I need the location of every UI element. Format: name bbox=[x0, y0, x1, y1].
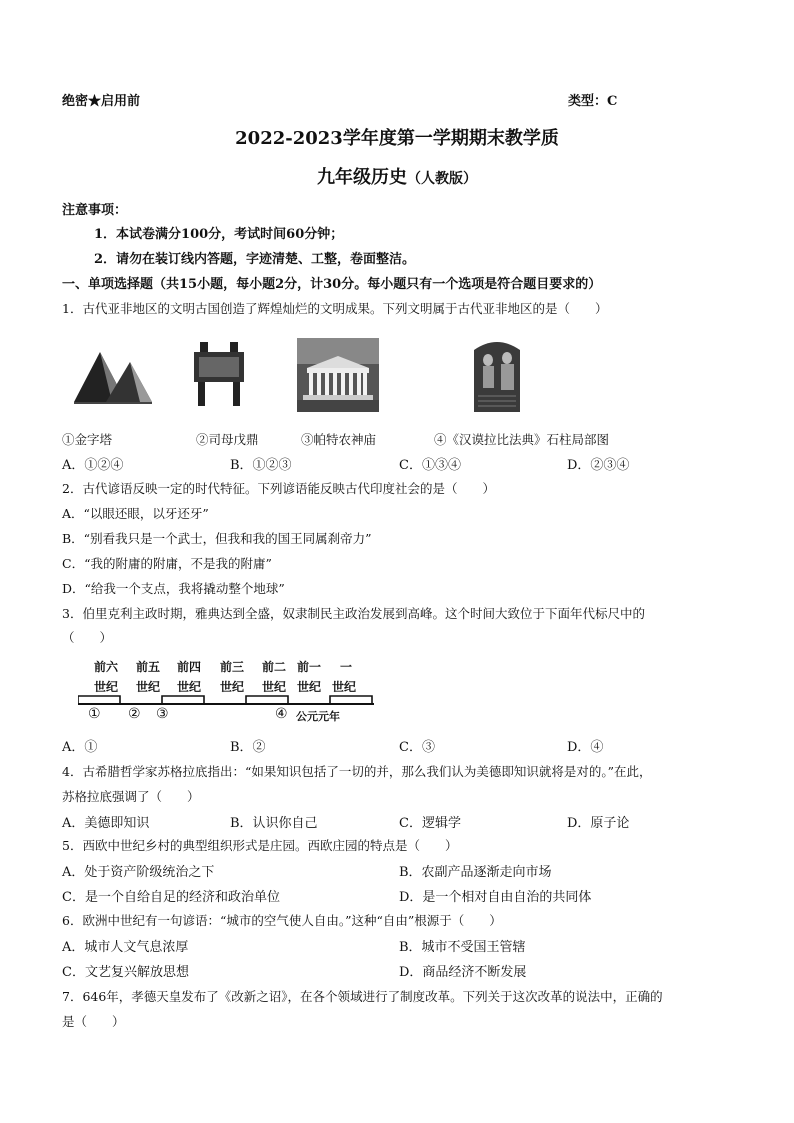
question-4-stem-cont: 苏格拉底强调了（ ） bbox=[62, 789, 200, 804]
q4-option-a[interactable]: A．美德即知识 bbox=[62, 816, 150, 831]
q5-option-c[interactable]: C．是一个自给自足的经济和政治单位 bbox=[62, 890, 280, 905]
q5-option-b[interactable]: B．农副产品逐渐走向市场 bbox=[399, 865, 552, 880]
question-7-stem: 7．646年，孝德天皇发布了《改新之诏》，在各个领域进行了制度改革。下列关于这次改革的说法中，正确的 bbox=[62, 989, 663, 1004]
q4-option-c[interactable]: C．逻辑学 bbox=[399, 816, 461, 831]
q1-option-a[interactable]: A．①②④ bbox=[62, 458, 124, 473]
question-6-stem: 6．欧洲中世纪有一句谚语：“城市的空气使人自由。”这种“自由”根源于（ ） bbox=[62, 913, 502, 928]
timeline-century-label: 世纪 bbox=[332, 680, 357, 694]
timeline-century-label: 世纪 bbox=[220, 680, 245, 694]
timeline-axis bbox=[78, 690, 378, 706]
q6-option-a[interactable]: A．城市人文气息浓厚 bbox=[62, 940, 189, 955]
timeline-century-label: 前四 bbox=[177, 660, 202, 674]
question-7-stem-cont: 是（ ） bbox=[62, 1014, 125, 1029]
question-3-stem-cont: （ ） bbox=[62, 630, 113, 645]
pyramid-image bbox=[72, 340, 154, 408]
timeline-marker-2: ② bbox=[128, 706, 141, 722]
notes-heading: 注意事项： bbox=[62, 203, 128, 218]
timeline-century-label: 世纪 bbox=[94, 680, 119, 694]
timeline-century-label: 世纪 bbox=[177, 680, 202, 694]
edition-label: （人教版） bbox=[407, 171, 477, 187]
parthenon-image bbox=[297, 338, 379, 412]
timeline-century-label: 前一 bbox=[297, 660, 322, 674]
q4-option-d[interactable]: D．原子论 bbox=[567, 816, 630, 831]
timeline-marker-3: ③ bbox=[156, 706, 169, 722]
question-1-stem: 1．古代亚非地区的文明古国创造了辉煌灿烂的文明成果。下列文明属于古代亚非地区的是（ ） bbox=[62, 301, 608, 316]
q4-option-b[interactable]: B．认识你自己 bbox=[230, 816, 318, 831]
confidential-label: 绝密★启用前 bbox=[62, 94, 141, 109]
timeline-century-label: 前二 bbox=[262, 660, 287, 674]
q1-option-c[interactable]: C．①③④ bbox=[399, 458, 461, 473]
note-item-1: 1．本试卷满分100分，考试时间60分钟； bbox=[94, 227, 344, 242]
q1-caption-3: ③帕特农神庙 bbox=[301, 432, 377, 447]
q6-option-d[interactable]: D．商品经济不断发展 bbox=[399, 965, 527, 980]
timeline-century-label: 世纪 bbox=[136, 680, 161, 694]
q1-caption-2: ②司母戊鼎 bbox=[196, 432, 259, 447]
question-4-stem: 4．古希腊哲学家苏格拉底指出：“如果知识包括了一切的并，那么我们认为美德即知识就将是对的。”在此， bbox=[62, 764, 652, 779]
q5-option-d[interactable]: D．是一个相对自由自治的共同体 bbox=[399, 890, 592, 905]
timeline-century-label: 前五 bbox=[136, 660, 161, 674]
q5-option-a[interactable]: A．处于资产阶级统治之下 bbox=[62, 865, 215, 880]
q3-option-b[interactable]: B．② bbox=[230, 740, 266, 755]
q2-option-b[interactable]: B．“别看我只是一个武士，但我和我的国王同属刹帝力” bbox=[62, 531, 372, 546]
question-3-stem: 3．伯里克利主政时期，雅典达到全盛，奴隶制民主政治发展到高峰。这个时间大致位于下面年代标尺中的 bbox=[62, 606, 645, 621]
timeline-century-label: 一 bbox=[340, 660, 353, 674]
timeline-ruler bbox=[78, 658, 378, 728]
bronze-ding-image bbox=[190, 340, 248, 410]
q6-option-c[interactable]: C．文艺复兴解放思想 bbox=[62, 965, 189, 980]
q1-option-d[interactable]: D．②③④ bbox=[567, 458, 630, 473]
timeline-century-label: 前三 bbox=[220, 660, 245, 674]
q2-option-c[interactable]: C．“我的附庸的附庸，不是我的附庸” bbox=[62, 556, 272, 571]
q2-option-a[interactable]: A．“以眼还眼，以牙还牙” bbox=[62, 506, 209, 521]
timeline-century-label: 世纪 bbox=[297, 680, 322, 694]
subject-title: 九年级历史 bbox=[317, 167, 407, 188]
q3-option-d[interactable]: D．④ bbox=[567, 740, 604, 755]
q3-option-c[interactable]: C．③ bbox=[399, 740, 435, 755]
exam-title: 2022-2023学年度第一学期期末教学质 bbox=[235, 128, 559, 149]
section-heading: 一、单项选择题（共15小题，每小题2分，计30分。每小题只有一个选项是符合题目要求的） bbox=[62, 277, 602, 292]
timeline-century-label: 前六 bbox=[94, 660, 119, 674]
timeline-marker-1: ① bbox=[88, 706, 101, 722]
q1-caption-4: ④《汉谟拉比法典》石柱局部图 bbox=[434, 432, 610, 447]
timeline-century-label: 世纪 bbox=[262, 680, 287, 694]
q6-option-b[interactable]: B．城市不受国王管辖 bbox=[399, 940, 526, 955]
q3-option-a[interactable]: A．① bbox=[62, 740, 98, 755]
exam-type-label: 类型：C bbox=[568, 94, 618, 109]
timeline-end-label: 公元元年 bbox=[296, 710, 340, 723]
q1-option-b[interactable]: B．①②③ bbox=[230, 458, 292, 473]
q1-caption-1: ①金字塔 bbox=[62, 432, 113, 447]
hammurabi-stele-image bbox=[468, 338, 526, 414]
exam-subtitle bbox=[0, 163, 794, 189]
question-5-stem: 5．西欧中世纪乡村的典型组织形式是庄园。西欧庄园的特点是（ ） bbox=[62, 838, 458, 853]
note-item-2: 2．请勿在装订线内答题，字迹清楚、工整，卷面整洁。 bbox=[94, 252, 416, 267]
timeline-marker-4: ④ bbox=[275, 706, 288, 722]
question-2-stem: 2．古代谚语反映一定的时代特征。下列谚语能反映古代印度社会的是（ ） bbox=[62, 481, 495, 496]
q2-option-d[interactable]: D．“给我一个支点，我将撬动整个地球” bbox=[62, 581, 285, 596]
